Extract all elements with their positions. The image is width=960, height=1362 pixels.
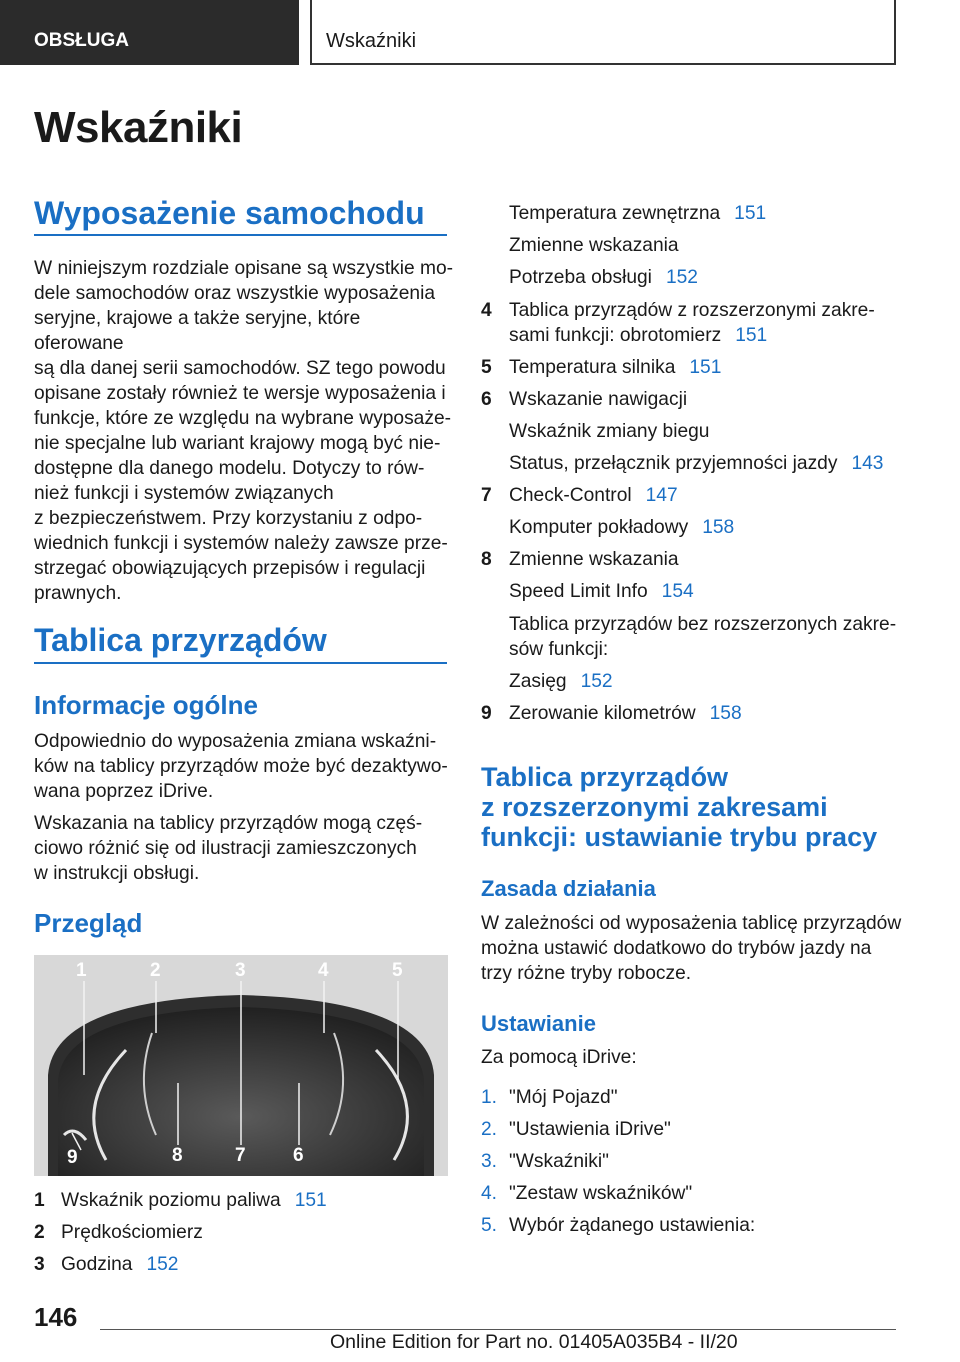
overview-heading: Przegląd bbox=[34, 908, 143, 938]
instrument-cluster-illustration bbox=[34, 955, 448, 1176]
text-line: W niniejszym rozdziale opisane są wszystkie mo- bbox=[34, 258, 454, 279]
step-item bbox=[481, 1085, 618, 1110]
page-reference-link[interactable]: 151 bbox=[689, 357, 722, 378]
step-item bbox=[481, 1213, 756, 1238]
heading-line: funkcji: ustawianie trybu pracy bbox=[481, 822, 878, 852]
footer-text: Online Edition for Part no. 01405A035B4 - II/20 bbox=[330, 1331, 738, 1353]
legend-text: Tablica przyrządów z rozszerzonymi zakre- bbox=[509, 300, 875, 321]
text-line: wiednich funkcji i systemów należy zawsze prze- bbox=[34, 533, 448, 554]
text-line: wana poprzez iDrive. bbox=[34, 781, 214, 802]
general-paragraph-1 bbox=[34, 729, 454, 804]
legend-number: 7 bbox=[481, 485, 492, 506]
extended-heading bbox=[481, 762, 921, 852]
page-reference-link[interactable]: 151 bbox=[734, 203, 767, 224]
text-line: ków na tablicy przyrządów może być dezaktywo- bbox=[34, 756, 448, 777]
section-tab bbox=[0, 0, 299, 65]
legend-number: 3 bbox=[34, 1254, 45, 1275]
legend-text: Check-Control bbox=[509, 485, 632, 506]
step-text: "Zestaw wskaźników" bbox=[509, 1183, 693, 1204]
general-paragraph-2 bbox=[34, 811, 454, 886]
legend-text: Zasięg bbox=[509, 671, 567, 692]
step-item bbox=[481, 1181, 693, 1206]
legend-number: 5 bbox=[481, 357, 492, 378]
page-reference-link[interactable]: 158 bbox=[709, 703, 742, 724]
page-reference-link[interactable]: 151 bbox=[294, 1190, 327, 1211]
page-number: 146 bbox=[34, 1302, 78, 1332]
cluster-heading: Tablica przyrządów bbox=[34, 622, 327, 658]
legend-text: sami funkcji: obrotomierz bbox=[509, 325, 722, 346]
legend-text: Temperatura zewnętrzna bbox=[509, 203, 721, 224]
page-reference-link[interactable]: 158 bbox=[702, 517, 735, 538]
legend-text: Potrzeba obsługi bbox=[509, 267, 652, 288]
legend-text: Wskazanie nawigacji bbox=[509, 389, 688, 410]
text-line: Wskazania na tablicy przyrządów mogą częś- bbox=[34, 813, 423, 834]
text-line: seryjne, krajowe a także seryjne, które oferowane bbox=[34, 308, 361, 354]
callout-8: 8 bbox=[172, 1145, 183, 1166]
cluster-drawing bbox=[34, 955, 448, 1176]
step-number: 5. bbox=[481, 1215, 498, 1236]
step-number: 2. bbox=[481, 1119, 498, 1140]
step-text: "Wskaźniki" bbox=[509, 1151, 609, 1172]
page-reference-link[interactable]: 152 bbox=[580, 671, 613, 692]
heading-rule bbox=[34, 662, 447, 664]
topic-tab bbox=[310, 0, 896, 65]
callout-3: 3 bbox=[235, 960, 246, 981]
step-text: "Ustawienia iDrive" bbox=[509, 1119, 671, 1140]
legend-number: 6 bbox=[481, 389, 492, 410]
setting-intro: Za pomocą iDrive: bbox=[481, 1047, 637, 1068]
legend-text: sów funkcji: bbox=[509, 639, 609, 660]
step-item bbox=[481, 1117, 671, 1142]
page-reference-link[interactable]: 147 bbox=[645, 485, 678, 506]
text-line: nież funkcji i systemów związanych bbox=[34, 483, 334, 504]
legend-text: Zerowanie kilometrów bbox=[509, 703, 696, 724]
legend-number: 2 bbox=[34, 1222, 45, 1243]
step-number: 4. bbox=[481, 1183, 498, 1204]
legend-text: Speed Limit Info bbox=[509, 581, 648, 602]
callout-2: 2 bbox=[150, 960, 161, 981]
section-title: OBSŁUGA bbox=[34, 30, 129, 51]
text-line: w instrukcji obsługi. bbox=[34, 863, 200, 884]
legend-text: Tablica przyrządów bez rozszerzonych zakre- bbox=[509, 614, 897, 635]
legend-number: 1 bbox=[34, 1190, 45, 1211]
text-line: funkcje, które ze względu na wybrane wyposaże- bbox=[34, 408, 452, 429]
legend-text: Wskaźnik zmiany biegu bbox=[509, 421, 710, 442]
legend-number: 4 bbox=[481, 300, 492, 321]
text-line: opisane zostały również te wersje wyposażenia i bbox=[34, 383, 446, 404]
page-reference-link[interactable]: 151 bbox=[735, 325, 768, 346]
text-line: ciowo różnić się od ilustracji zamieszczonych bbox=[34, 838, 417, 859]
page-reference-link[interactable]: 154 bbox=[661, 581, 694, 602]
text-line: trzy różne tryby robocze. bbox=[481, 963, 692, 984]
text-line: dostępne dla danego modelu. Dotyczy to rów- bbox=[34, 458, 425, 479]
step-item bbox=[481, 1149, 609, 1174]
text-line: nie specjalne lub wariant krajowy mogą być nie- bbox=[34, 433, 441, 454]
text-line: są dla danej serii samochodów. SZ tego powodu bbox=[34, 358, 446, 379]
legend-text: Temperatura silnika bbox=[509, 357, 676, 378]
heading-line: z rozszerzonymi zakresami bbox=[481, 792, 828, 822]
legend-number: 8 bbox=[481, 549, 492, 570]
step-text: "Mój Pojazd" bbox=[509, 1087, 618, 1108]
page-reference-link[interactable]: 143 bbox=[851, 453, 884, 474]
callout-9: 9 bbox=[67, 1147, 78, 1168]
callout-4: 4 bbox=[318, 960, 329, 981]
equipment-paragraph bbox=[34, 256, 454, 606]
topic-title: Wskaźniki bbox=[326, 30, 417, 52]
legend-text: Prędkościomierz bbox=[61, 1222, 203, 1243]
callout-5: 5 bbox=[392, 960, 403, 981]
setting-heading: Ustawianie bbox=[481, 1011, 596, 1036]
legend-text: Wskaźnik poziomu paliwa bbox=[61, 1190, 281, 1211]
callout-7: 7 bbox=[235, 1145, 246, 1166]
legend-text: Komputer pokładowy bbox=[509, 517, 689, 538]
text-line: Odpowiednio do wyposażenia zmiana wskaźni- bbox=[34, 731, 437, 752]
heading-rule bbox=[34, 234, 447, 236]
legend-text: Status, przełącznik przyjemności jazdy bbox=[509, 453, 838, 474]
step-number: 1. bbox=[481, 1087, 498, 1108]
general-info-heading: Informacje ogólne bbox=[34, 690, 258, 720]
step-number: 3. bbox=[481, 1151, 498, 1172]
callout-6: 6 bbox=[293, 1145, 304, 1166]
callout-1: 1 bbox=[76, 960, 87, 981]
principle-heading: Zasada działania bbox=[481, 876, 656, 901]
page-title: Wskaźniki bbox=[34, 103, 243, 152]
text-line: dele samochodów oraz wszystkie wyposażenia bbox=[34, 283, 435, 304]
text-line: W zależności od wyposażenia tablicę przyrządów bbox=[481, 913, 902, 934]
text-line: strzegać obowiązujących przepisów i regulacji bbox=[34, 558, 426, 579]
step-text: Wybór żądanego ustawienia: bbox=[509, 1215, 756, 1236]
page-reference-link[interactable]: 152 bbox=[665, 267, 698, 288]
page-reference-link[interactable]: 152 bbox=[146, 1254, 179, 1275]
legend-text: Zmienne wskazania bbox=[509, 235, 679, 256]
legend-number: 9 bbox=[481, 703, 492, 724]
footer-rule bbox=[100, 1329, 896, 1330]
legend-text: Zmienne wskazania bbox=[509, 549, 679, 570]
heading-line: Tablica przyrządów bbox=[481, 762, 729, 792]
text-line: można ustawić dodatkowo do trybów jazdy na bbox=[481, 938, 872, 959]
equipment-heading: Wyposażenie samochodu bbox=[34, 195, 425, 231]
text-line: z bezpieczeństwem. Przy korzystaniu z odpo- bbox=[34, 508, 423, 529]
principle-paragraph bbox=[481, 911, 921, 986]
legend-text: Godzina bbox=[61, 1254, 133, 1275]
text-line: prawnych. bbox=[34, 583, 122, 604]
